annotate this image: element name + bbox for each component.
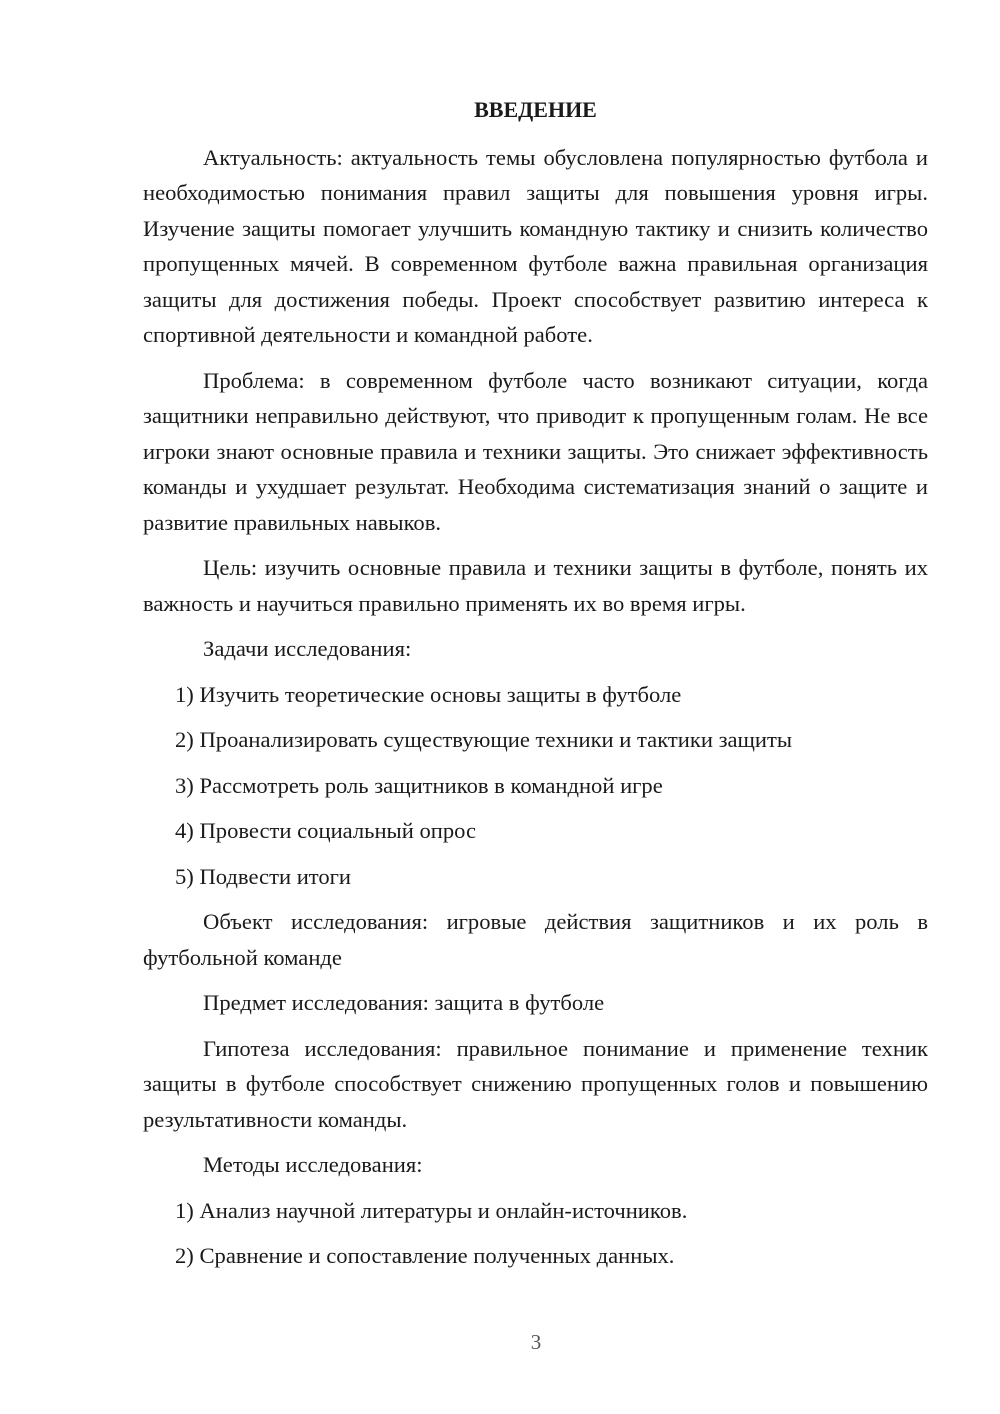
subject-paragraph: Предмет исследования: защита в футболе — [203, 990, 605, 1015]
list-item: 2) Сравнение и сопоставление полученных данных. — [175, 1243, 675, 1268]
object-paragraph: Объект исследования: игровые действия защитников и их роль в футбольной команде — [143, 909, 928, 970]
list-item: 2) Проанализировать существующие техники и тактики защиты — [175, 727, 793, 752]
page-title: ВВЕДЕНИЕ — [474, 97, 597, 122]
tasks-heading: Задачи исследования: — [203, 636, 412, 661]
document-page — [143, 92, 928, 1284]
list-item: 1) Анализ научной литературы и онлайн-источников. — [175, 1197, 688, 1223]
tasks-list — [143, 677, 928, 895]
problem-paragraph: Проблема: в современном футболе часто возникают ситуации, когда защитники неправильно действуют, что приводит к пропущенным голам. Не все игроки знают основные правила и техники защиты. Это снижает эффективность команды и ухудшает результат. Необходима систематизация знаний о защите и развитие правильных навыков. — [143, 367, 928, 535]
list-item: 3) Рассмотреть роль защитников в командной игре — [175, 772, 663, 798]
methods-heading: Методы исследования: — [203, 1152, 423, 1177]
goal-paragraph: Цель: изучить основные правила и техники защиты в футболе, понять их важность и научиться правильно применять их во время игры. — [143, 555, 928, 616]
list-item: 5) Подвести итоги — [175, 863, 352, 889]
hypothesis-paragraph: Гипотеза исследования: правильное понимание и применение техник защиты в футболе способствует снижению пропущенных голов и повышению результативности команды. — [143, 1035, 928, 1132]
relevance-paragraph: Актуальность: актуальность темы обусловлена популярностью футбола и необходимостью понимания правил защиты для повышения уровня игры. Изучение защиты помогает улучшить командную тактику и снизить количество пропущенных мячей. В современном футболе важна правильная организация защиты для достижения победы. Проект способствует развитию интереса к спортивной деятельности и командной работе. — [143, 144, 928, 347]
page-number: 3 — [530, 1330, 542, 1354]
list-item: 4) Провести социальный опрос — [175, 818, 477, 843]
methods-list — [143, 1193, 928, 1274]
list-item: 1) Изучить теоретические основы защиты в футболе — [175, 681, 682, 707]
